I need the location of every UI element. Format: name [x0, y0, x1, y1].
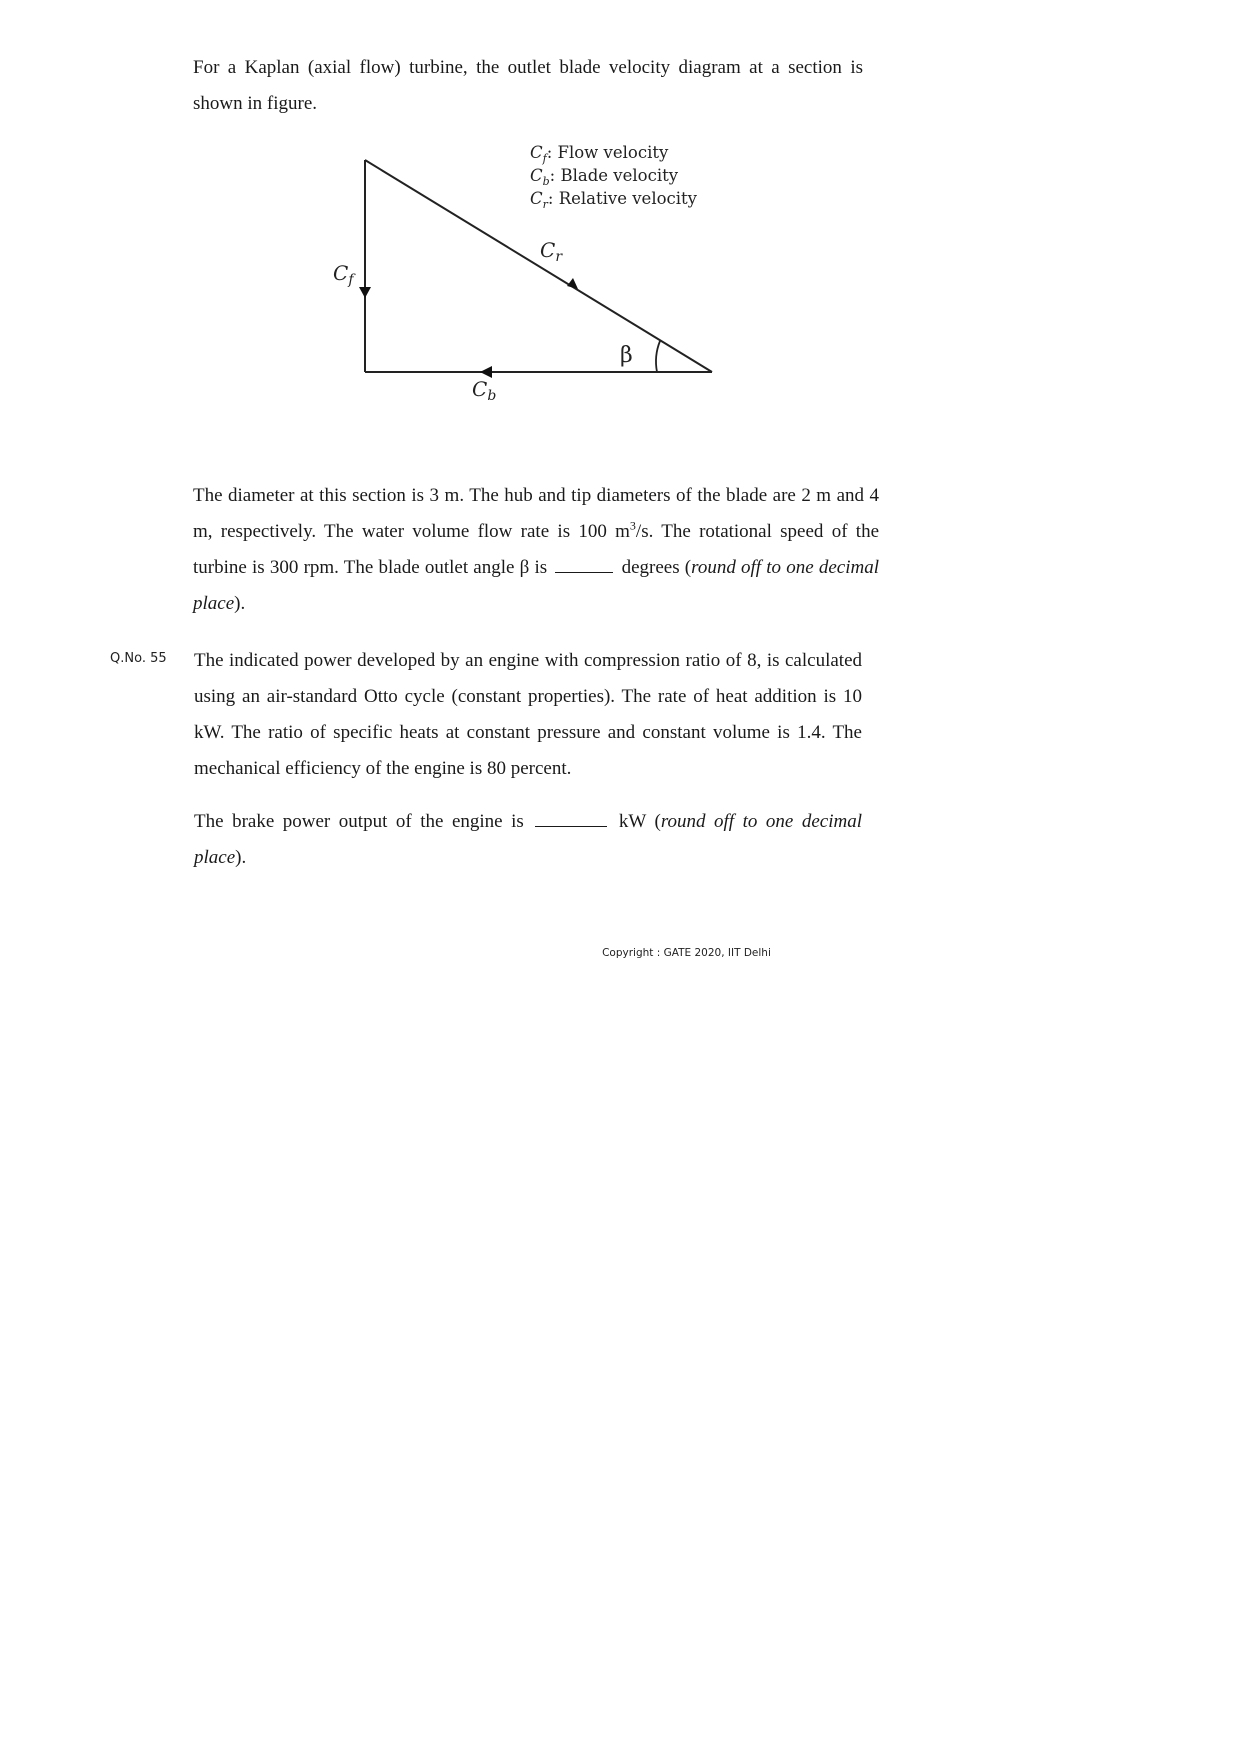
legend-relative-velocity: $C_r$: Relative velocity [530, 189, 698, 211]
cf-label: $C_f$ [333, 261, 354, 288]
beta-label: β [620, 343, 633, 368]
intro-paragraph: For a Kaplan (axial flow) turbine, the outlet blade velocity diagram at a section is shown in figure. [193, 57, 863, 114]
question-55-body: The indicated power developed by an engine with compression ratio of 8, is calculated using an air-standard Otto cycle (constant properties). The rate of heat addition is 10 kW. The ratio of specific heats at constant pressure and constant volume is 1.4. The mechanical efficiency of the engine is 80 percent. [194, 650, 862, 779]
answer-blank-54 [555, 556, 613, 573]
legend-flow-velocity: $C_f$: Flow velocity [530, 143, 669, 165]
copyright-footer: Copyright : GATE 2020, IIT Delhi [602, 947, 771, 959]
cb-label: $C_b$ [472, 377, 497, 404]
question-54-body: The diameter at this section is 3 m. The hub and tip diameters of the blade are 2 m and 4 m, respectively. The water volume flow rate is 100 $m^3/s$. The rotational speed of the turbine is 300 rpm. The blade outlet angle β is degrees (round off to one decimal place). [193, 485, 880, 614]
cr-label: $C_r$ [540, 238, 563, 265]
flow-velocity-arrowhead [359, 287, 371, 298]
question-55-prompt: The brake power output of the engine is kW (round off to one decimal place). [194, 811, 863, 868]
answer-blank-55 [535, 810, 607, 827]
beta-angle-arc [656, 341, 660, 372]
question-number: Q.No. 55 [110, 651, 167, 666]
legend-blade-velocity: $C_b$: Blade velocity [530, 166, 679, 188]
